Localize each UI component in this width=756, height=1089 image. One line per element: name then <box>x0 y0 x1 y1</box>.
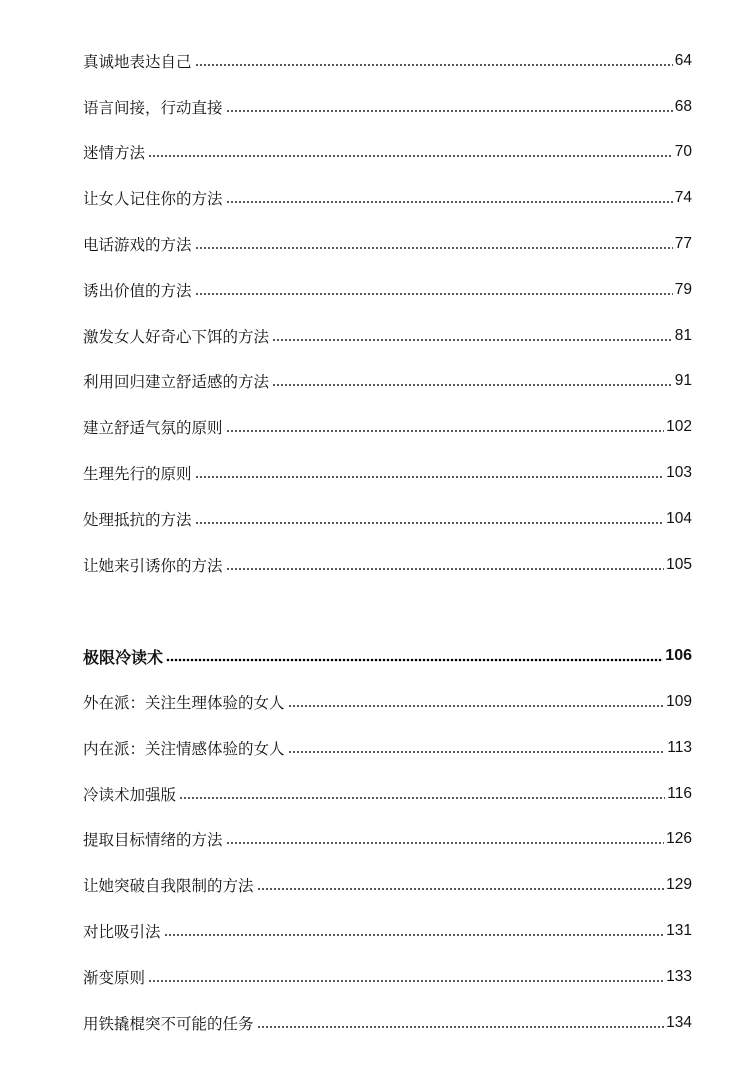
toc-entry[interactable] <box>83 313 692 359</box>
leader-dots <box>272 338 673 342</box>
toc-entry-page-number: 134 <box>666 1013 692 1031</box>
toc-entry-page-number: 113 <box>667 738 692 756</box>
toc-entry[interactable] <box>83 817 692 863</box>
toc-entry-title: 极限冷读术 <box>83 647 164 667</box>
toc-chapter-heading[interactable] <box>83 633 692 679</box>
toc-entry[interactable] <box>83 908 692 954</box>
toc-entry-title: 外在派：关注生理体验的女人 <box>83 694 285 713</box>
toc-entry-title: 生理先行的原则 <box>83 465 192 484</box>
leader-dots <box>288 750 666 754</box>
leader-dots <box>179 796 665 800</box>
leader-dots <box>257 887 665 891</box>
toc-entry[interactable] <box>83 771 692 817</box>
toc-entry-page-number: 129 <box>666 876 692 894</box>
toc-entry-page-number: 131 <box>666 922 692 940</box>
toc-entry-title: 让她突破自我限制的方法 <box>83 877 254 896</box>
toc-entry-page-number: 133 <box>666 967 692 985</box>
leader-dots <box>226 567 665 571</box>
toc-entry-page-number: 91 <box>674 372 692 390</box>
leader-dots <box>148 979 664 983</box>
leader-dots <box>164 933 665 937</box>
toc-entry-title: 利用回归建立舒适感的方法 <box>83 373 270 392</box>
toc-entry-page-number: 77 <box>674 235 692 253</box>
toc-entry[interactable] <box>83 725 692 771</box>
toc-entry[interactable] <box>83 679 692 725</box>
toc-entry-page-number: 106 <box>665 647 692 665</box>
toc-entry[interactable] <box>83 404 692 450</box>
section-gap <box>83 588 692 634</box>
toc-entry-title: 迷情方法 <box>83 144 146 163</box>
leader-dots <box>148 154 673 158</box>
toc-entry-title: 提取目标情绪的方法 <box>83 831 223 850</box>
toc-entry-page-number: 102 <box>666 418 692 436</box>
toc-entry[interactable] <box>83 267 692 313</box>
toc-entry-title: 让她来引诱你的方法 <box>83 556 223 575</box>
toc-entry-title: 语言间接，行动直接 <box>83 98 223 117</box>
leader-dots <box>257 1025 665 1029</box>
toc-entry-page-number: 74 <box>674 189 692 207</box>
toc-entry[interactable] <box>83 1000 692 1046</box>
leader-dots <box>195 292 673 296</box>
leader-dots <box>226 841 665 845</box>
leader-dots <box>195 246 673 250</box>
toc-entry-title: 内在派：关注情感体验的女人 <box>83 739 285 758</box>
toc-entry[interactable] <box>83 542 692 588</box>
leader-dots <box>226 109 673 113</box>
toc-entry[interactable] <box>83 862 692 908</box>
toc-entry[interactable] <box>83 38 692 84</box>
leader-dots <box>288 704 665 708</box>
toc-entry-title: 诱出价值的方法 <box>83 281 192 300</box>
toc-entry-page-number: 116 <box>667 784 692 802</box>
toc-entry-title: 渐变原则 <box>83 968 146 987</box>
leader-dots <box>195 475 665 479</box>
toc-entry-page-number: 126 <box>666 830 692 848</box>
leader-dots <box>195 521 665 525</box>
toc-entry-title: 激发女人好奇心下饵的方法 <box>83 327 270 346</box>
leader-dots <box>272 383 673 387</box>
toc-entry-title: 让女人记住你的方法 <box>83 190 223 209</box>
toc-entry[interactable] <box>83 130 692 176</box>
toc-entry-page-number: 81 <box>674 326 692 344</box>
toc-entry-page-number: 79 <box>674 280 692 298</box>
toc-entry[interactable] <box>83 175 692 221</box>
toc-entry-title: 处理抵抗的方法 <box>83 510 192 529</box>
toc-entry[interactable] <box>83 450 692 496</box>
leader-dots <box>226 200 673 204</box>
toc-entry-page-number: 109 <box>666 693 692 711</box>
toc-entry-page-number: 105 <box>666 555 692 573</box>
toc-entry-title: 冷读术加强版 <box>83 785 177 804</box>
toc-entry[interactable] <box>83 84 692 130</box>
toc-entry-title: 电话游戏的方法 <box>83 236 192 255</box>
toc-entry-page-number: 64 <box>674 51 692 69</box>
toc-entry-title: 建立舒适气氛的原则 <box>83 419 223 438</box>
toc-entry-page-number: 70 <box>674 143 692 161</box>
toc-entry-title: 用铁撬棍突不可能的任务 <box>83 1014 254 1033</box>
leader-dots <box>226 429 665 433</box>
toc-entry[interactable] <box>83 954 692 1000</box>
toc-entry[interactable] <box>83 221 692 267</box>
toc-entry-page-number: 104 <box>666 509 692 527</box>
toc-entry[interactable] <box>83 496 692 542</box>
toc-entry-title: 真诚地表达自己 <box>83 52 192 71</box>
toc-entry-page-number: 68 <box>674 97 692 115</box>
leader-dots <box>166 658 663 662</box>
leader-dots <box>195 63 673 67</box>
toc-entry-title: 对比吸引法 <box>83 923 161 942</box>
toc-entry-page-number: 103 <box>666 464 692 482</box>
table-of-contents <box>83 38 692 1046</box>
toc-entry[interactable] <box>83 359 692 405</box>
